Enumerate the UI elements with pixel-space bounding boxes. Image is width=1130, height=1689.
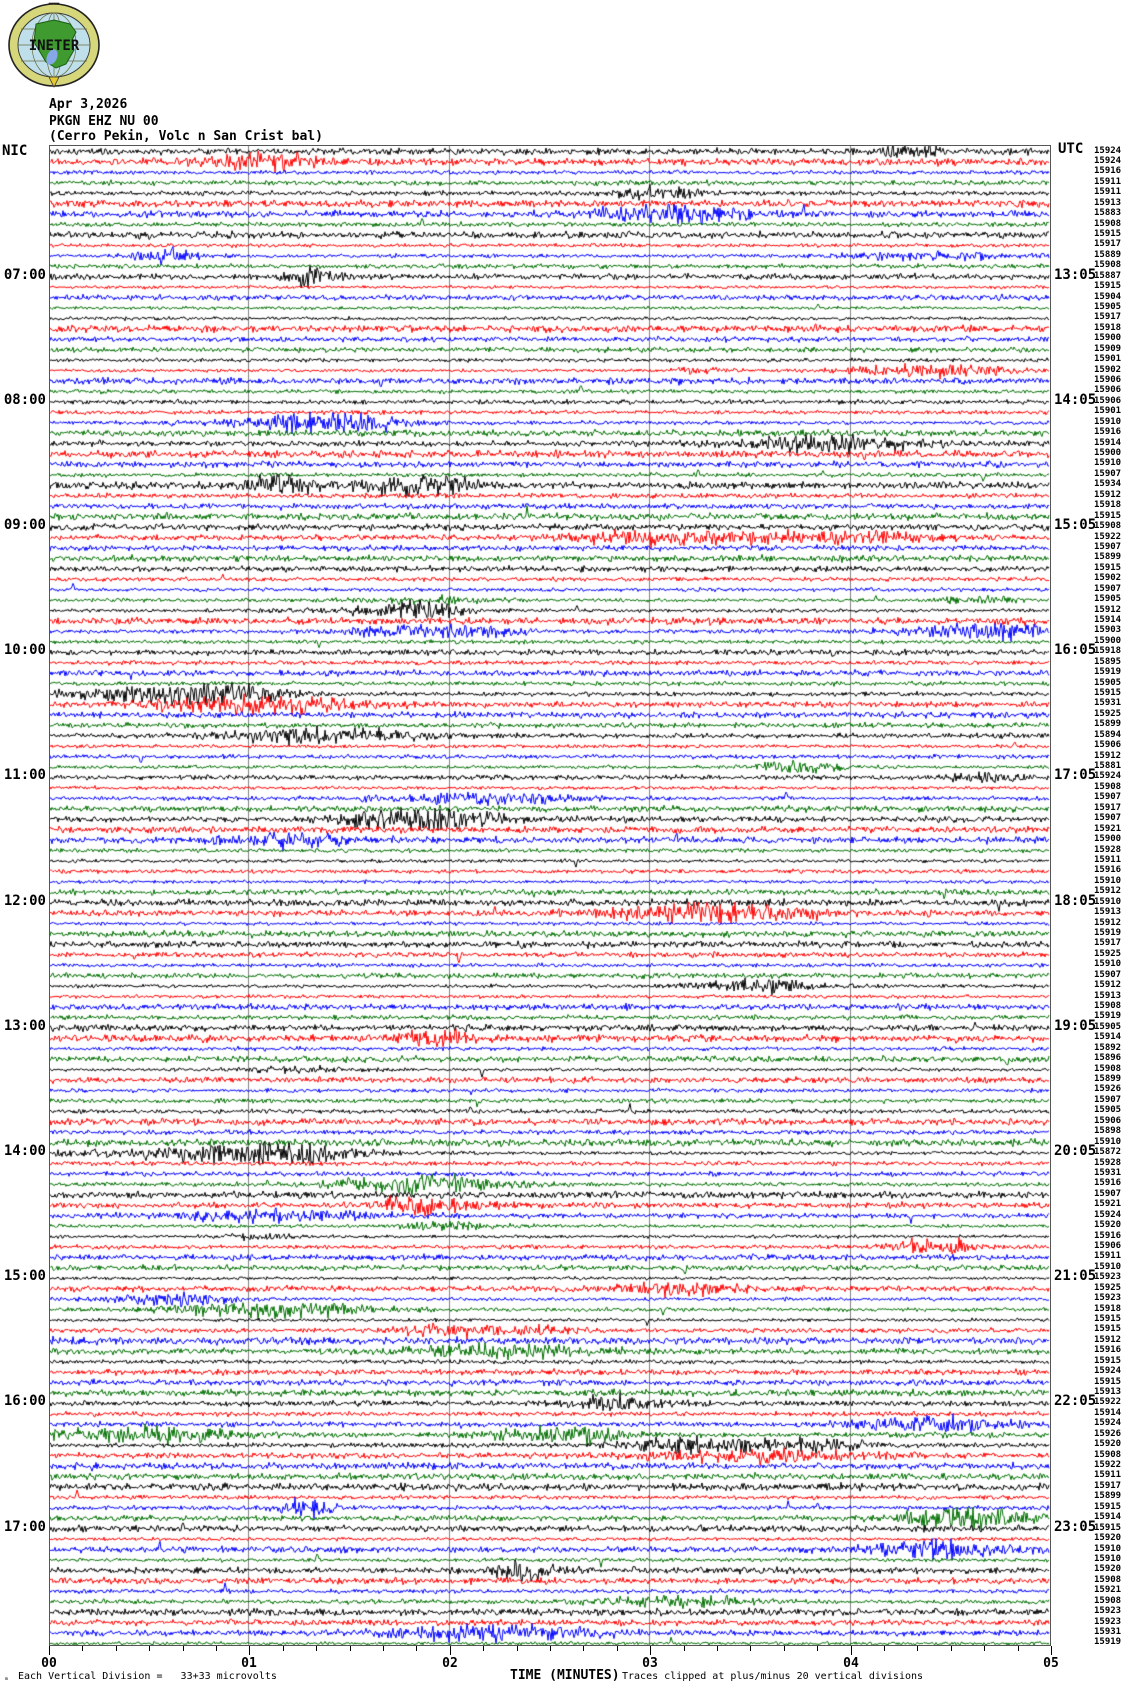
row-value: 15899 xyxy=(1094,719,1122,730)
row-value: 15914 xyxy=(1094,614,1122,625)
tick-major xyxy=(49,1646,50,1655)
row-value: 15901 xyxy=(1094,406,1122,417)
row-value: 15926 xyxy=(1094,1084,1122,1095)
row-value: 15896 xyxy=(1094,1053,1122,1064)
row-value: 15926 xyxy=(1094,1428,1122,1439)
row-value: 15925 xyxy=(1094,1282,1122,1293)
row-value: 15912 xyxy=(1094,489,1122,500)
tick-minor xyxy=(82,1646,83,1651)
row-value: 15919 xyxy=(1094,667,1122,678)
tick-minor xyxy=(583,1646,584,1651)
row-value: 15900 xyxy=(1094,635,1122,646)
row-value: 15911 xyxy=(1094,1251,1122,1262)
row-value: 15913 xyxy=(1094,1387,1122,1398)
row-value: 15908 xyxy=(1094,218,1122,229)
row-value: 15914 xyxy=(1094,437,1122,448)
row-value: 15921 xyxy=(1094,1199,1122,1210)
tick-label: 05 xyxy=(1043,1656,1059,1671)
tick-minor xyxy=(817,1646,818,1651)
tick-minor xyxy=(517,1646,518,1651)
row-value: 15906 xyxy=(1094,1240,1122,1251)
row-value: 15909 xyxy=(1094,343,1122,354)
row-value: 15922 xyxy=(1094,1460,1122,1471)
row-value: 15915 xyxy=(1094,1355,1122,1366)
row-value: 15924 xyxy=(1094,771,1122,782)
row-value: 15887 xyxy=(1094,270,1122,281)
row-value: 15921 xyxy=(1094,823,1122,834)
tick-minor xyxy=(316,1646,317,1651)
row-value: 15910 xyxy=(1094,1543,1122,1554)
row-value: 15906 xyxy=(1094,375,1122,386)
row-value: 15898 xyxy=(1094,1126,1122,1137)
row-value: 15916 xyxy=(1094,1345,1122,1356)
tick-label: 01 xyxy=(241,1656,257,1671)
row-value: 15918 xyxy=(1094,322,1122,333)
hour-label-right: 16:05 xyxy=(1054,642,1097,659)
row-value: 15915 xyxy=(1094,510,1122,521)
row-value: 15923 xyxy=(1094,1293,1122,1304)
tick-minor xyxy=(617,1646,618,1651)
division-note: Each Vertical Division = 33+33 microvolts xyxy=(18,1671,277,1682)
row-value: 15916 xyxy=(1094,865,1122,876)
row-value: 15906 xyxy=(1094,395,1122,406)
row-value: 15907 xyxy=(1094,969,1122,980)
hour-label-right: 14:05 xyxy=(1054,391,1097,408)
row-value: 15924 xyxy=(1094,1209,1122,1220)
row-value: 15920 xyxy=(1094,1533,1122,1544)
hour-label-left: 12:00 xyxy=(3,892,46,909)
hour-label-left: 07:00 xyxy=(3,266,46,283)
row-value: 15912 xyxy=(1094,917,1122,928)
hour-label-left: 16:00 xyxy=(3,1393,46,1410)
row-value: 15900 xyxy=(1094,834,1122,845)
row-value: 15889 xyxy=(1094,249,1122,260)
row-value: 15919 xyxy=(1094,1011,1122,1022)
row-value: 15911 xyxy=(1094,1470,1122,1481)
row-value: 15922 xyxy=(1094,1397,1122,1408)
timezone-right-label: UTC xyxy=(1058,141,1084,157)
row-value: 15912 xyxy=(1094,604,1122,615)
row-value: 15925 xyxy=(1094,948,1122,959)
row-value: 15925 xyxy=(1094,708,1122,719)
row-value: 15911 xyxy=(1094,854,1122,865)
timezone-left-label: NIC xyxy=(2,143,28,159)
row-value: 15916 xyxy=(1094,1230,1122,1241)
row-value: 15907 xyxy=(1094,792,1122,803)
row-value: 15892 xyxy=(1094,1042,1122,1053)
row-value: 15907 xyxy=(1094,1188,1122,1199)
row-value: 15906 xyxy=(1094,385,1122,396)
date-label: Apr 3,2026 xyxy=(49,97,128,112)
row-value: 15921 xyxy=(1094,1585,1122,1596)
row-value: 15895 xyxy=(1094,656,1122,667)
row-value: 15908 xyxy=(1094,521,1122,532)
row-value: 15910 xyxy=(1094,1261,1122,1272)
row-value: 15908 xyxy=(1094,1574,1122,1585)
helicorder-plot xyxy=(49,145,1051,1646)
row-value: 15906 xyxy=(1094,1115,1122,1126)
row-value: 15900 xyxy=(1094,333,1122,344)
row-value: 15916 xyxy=(1094,427,1122,438)
tick-minor xyxy=(951,1646,952,1651)
row-value: 15910 xyxy=(1094,458,1122,469)
row-value: 15912 xyxy=(1094,1334,1122,1345)
row-value: 15908 xyxy=(1094,781,1122,792)
row-value: 15908 xyxy=(1094,1063,1122,1074)
row-value: 15931 xyxy=(1094,1626,1122,1637)
hour-label-right: 22:05 xyxy=(1054,1393,1097,1410)
row-value: 15905 xyxy=(1094,1021,1122,1032)
row-value: 15912 xyxy=(1094,980,1122,991)
hour-label-left: 15:00 xyxy=(3,1268,46,1285)
row-value: 15915 xyxy=(1094,1501,1122,1512)
row-value: 15914 xyxy=(1094,1032,1122,1043)
row-value: 15913 xyxy=(1094,990,1122,1001)
row-value: 15906 xyxy=(1094,740,1122,751)
tick-minor xyxy=(183,1646,184,1651)
row-value: 15920 xyxy=(1094,1220,1122,1231)
row-value: 15919 xyxy=(1094,1637,1122,1648)
tick-label: 00 xyxy=(41,1656,57,1671)
trace-canvas xyxy=(50,146,1050,1645)
row-value: 15934 xyxy=(1094,479,1122,490)
tick-major xyxy=(249,1646,250,1655)
row-value: 15907 xyxy=(1094,541,1122,552)
tick-minor xyxy=(350,1646,351,1651)
row-value: 15917 xyxy=(1094,802,1122,813)
row-value: 15918 xyxy=(1094,646,1122,657)
ineter-logo xyxy=(8,2,100,88)
row-value: 15917 xyxy=(1094,938,1122,949)
row-value: 15908 xyxy=(1094,1001,1122,1011)
row-value: 15917 xyxy=(1094,1480,1122,1491)
row-value: 15918 xyxy=(1094,1303,1122,1314)
row-value: 15905 xyxy=(1094,1105,1122,1116)
row-value: 15920 xyxy=(1094,1439,1122,1450)
tick-minor xyxy=(483,1646,484,1651)
hour-label-left: 13:00 xyxy=(3,1017,46,1034)
row-value: 15905 xyxy=(1094,677,1122,688)
row-value: 15907 xyxy=(1094,1094,1122,1105)
row-value: 15903 xyxy=(1094,625,1122,636)
row-value: 15915 xyxy=(1094,1376,1122,1387)
tick-minor xyxy=(684,1646,685,1651)
row-value: 15917 xyxy=(1094,239,1122,250)
hour-label-right: 15:05 xyxy=(1054,517,1097,534)
row-value: 15901 xyxy=(1094,354,1122,365)
row-value: 15923 xyxy=(1094,1616,1122,1627)
row-value: 15915 xyxy=(1094,1313,1122,1324)
tick-minor xyxy=(283,1646,284,1651)
row-value: 15916 xyxy=(1094,1178,1122,1189)
row-value: 15924 xyxy=(1094,145,1122,156)
hour-label-right: 17:05 xyxy=(1054,767,1097,784)
hour-label-left: 11:00 xyxy=(3,767,46,784)
row-value: 15912 xyxy=(1094,886,1122,897)
hour-label-left: 08:00 xyxy=(3,391,46,408)
hour-label-right: 13:05 xyxy=(1054,266,1097,283)
tick-minor xyxy=(216,1646,217,1651)
location-label: (Cerro Pekin, Volc n San Crist bal) xyxy=(49,129,323,144)
row-value: 15899 xyxy=(1094,1491,1122,1502)
row-value: 15923 xyxy=(1094,1272,1122,1283)
row-value: 15910 xyxy=(1094,1553,1122,1564)
ineter-logo-text: INETER xyxy=(28,38,80,54)
tick-minor xyxy=(116,1646,117,1651)
row-value: 15920 xyxy=(1094,1564,1122,1575)
row-value: 15894 xyxy=(1094,729,1122,740)
x-axis-title: TIME (MINUTES) xyxy=(510,1668,620,1683)
hour-label-left: 09:00 xyxy=(3,517,46,534)
tick-minor xyxy=(550,1646,551,1651)
row-value: 15910 xyxy=(1094,896,1122,907)
tick-minor xyxy=(416,1646,417,1651)
row-value: 15905 xyxy=(1094,594,1122,605)
tick-minor xyxy=(149,1646,150,1651)
row-value: 15915 xyxy=(1094,1522,1122,1533)
tick-minor xyxy=(884,1646,885,1651)
row-value: 15908 xyxy=(1094,1595,1122,1606)
row-value: 15914 xyxy=(1094,1512,1122,1523)
row-value: 15915 xyxy=(1094,1324,1122,1335)
row-value: 15919 xyxy=(1094,927,1122,938)
row-value: 15881 xyxy=(1094,761,1122,772)
row-value: 15905 xyxy=(1094,301,1122,312)
row-value: 15931 xyxy=(1094,1167,1122,1178)
row-value: 15910 xyxy=(1094,875,1122,886)
row-value: 15915 xyxy=(1094,688,1122,699)
row-value: 15910 xyxy=(1094,1136,1122,1147)
hour-label-right: 18:05 xyxy=(1054,892,1097,909)
hour-label-left: 17:00 xyxy=(3,1518,46,1535)
tick-minor xyxy=(750,1646,751,1651)
hour-label-left: 10:00 xyxy=(3,642,46,659)
tick-minor xyxy=(1018,1646,1019,1651)
row-value: 15913 xyxy=(1094,907,1122,918)
microvolt-glyph: ₘ xyxy=(4,1673,9,1682)
hour-label-right: 19:05 xyxy=(1054,1017,1097,1034)
row-value: 15913 xyxy=(1094,197,1122,208)
clip-note: Traces clipped at plus/minus 20 vertical divisions xyxy=(622,1671,924,1682)
tick-minor xyxy=(784,1646,785,1651)
row-value: 15931 xyxy=(1094,698,1122,709)
tick-minor xyxy=(717,1646,718,1651)
row-value: 15924 xyxy=(1094,1366,1122,1377)
tick-label: 03 xyxy=(642,1656,658,1671)
hour-label-right: 20:05 xyxy=(1054,1143,1097,1160)
tick-minor xyxy=(984,1646,985,1651)
row-value: 15904 xyxy=(1094,291,1122,302)
row-value: 15914 xyxy=(1094,1407,1122,1418)
row-value: 15922 xyxy=(1094,531,1122,542)
row-value: 15902 xyxy=(1094,364,1122,375)
row-value: 15900 xyxy=(1094,448,1122,459)
row-value: 15899 xyxy=(1094,1074,1122,1085)
row-value: 15911 xyxy=(1094,176,1122,187)
row-value: 15907 xyxy=(1094,813,1122,824)
row-value: 15910 xyxy=(1094,416,1122,427)
row-value: 15924 xyxy=(1094,1418,1122,1429)
tick-label: 04 xyxy=(843,1656,859,1671)
row-value: 15908 xyxy=(1094,1449,1122,1460)
row-value: 15915 xyxy=(1094,228,1122,239)
tick-major xyxy=(450,1646,451,1655)
row-value: 15918 xyxy=(1094,500,1122,511)
row-value: 15910 xyxy=(1094,959,1122,970)
tick-major xyxy=(1051,1646,1052,1655)
row-value: 15872 xyxy=(1094,1147,1122,1158)
hour-label-right: 21:05 xyxy=(1054,1268,1097,1285)
row-value: 15915 xyxy=(1094,562,1122,573)
row-value: 15902 xyxy=(1094,573,1122,584)
row-value: 15907 xyxy=(1094,468,1122,479)
tick-major xyxy=(851,1646,852,1655)
hour-label-right: 23:05 xyxy=(1054,1518,1097,1535)
tick-minor xyxy=(917,1646,918,1651)
row-value: 15928 xyxy=(1094,844,1122,855)
row-value: 15912 xyxy=(1094,750,1122,761)
row-value: 15915 xyxy=(1094,281,1122,292)
tick-major xyxy=(650,1646,651,1655)
station-label: PKGN EHZ NU 00 xyxy=(49,114,159,129)
hour-label-left: 14:00 xyxy=(3,1143,46,1160)
row-value: 15916 xyxy=(1094,166,1122,177)
row-value: 15923 xyxy=(1094,1606,1122,1617)
tick-minor xyxy=(383,1646,384,1651)
row-value: 15911 xyxy=(1094,187,1122,198)
row-value: 15899 xyxy=(1094,552,1122,563)
row-value: 15907 xyxy=(1094,583,1122,594)
row-value: 15883 xyxy=(1094,208,1122,219)
row-value: 15917 xyxy=(1094,312,1122,323)
row-value: 15924 xyxy=(1094,155,1122,166)
row-value: 15928 xyxy=(1094,1157,1122,1168)
row-value: 15908 xyxy=(1094,260,1122,271)
tick-label: 02 xyxy=(442,1656,458,1671)
